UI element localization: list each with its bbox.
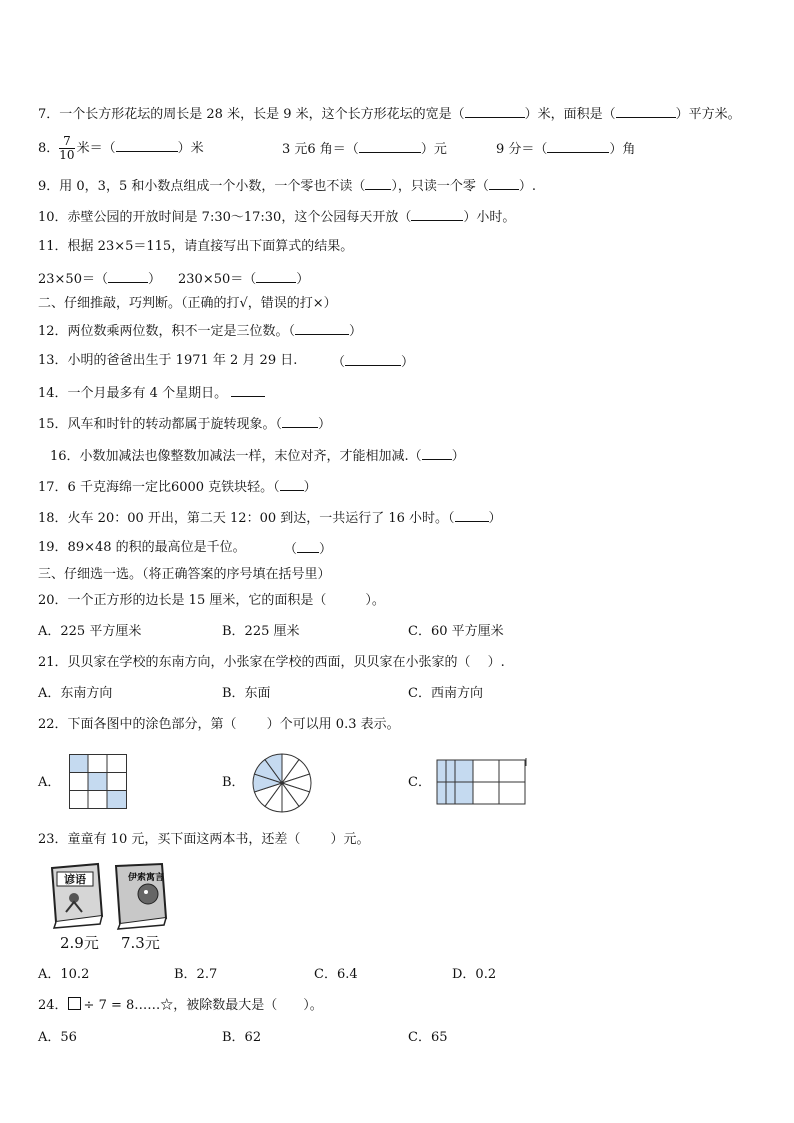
option-b[interactable]: B．62 — [222, 1030, 262, 1045]
calc-b-text: 230×50＝（ — [178, 272, 257, 287]
answer-blank[interactable] — [465, 104, 525, 118]
question-7-text-a: 7．一个长方形花坛的周长是 28 米，长是 9 米，这个长方形花坛的宽是（ — [38, 107, 465, 122]
question-8-text-c2: ）角 — [609, 142, 636, 157]
answer-blank[interactable] — [295, 321, 349, 335]
answer-blank[interactable] — [411, 207, 463, 221]
question-9-text-c: ）. — [518, 179, 537, 194]
answer-blank[interactable] — [616, 104, 676, 118]
book-1-price: 2.9元 — [60, 934, 99, 952]
question-19-text: 19．89×48 的积的最高位是千位。 — [38, 540, 246, 555]
option-a[interactable]: A．东南方向 — [38, 686, 113, 701]
paren-close: ） — [319, 542, 333, 557]
question-8-text-a2: ）米 — [177, 141, 204, 156]
question-10 — [38, 207, 515, 227]
answer-blank[interactable] — [108, 269, 148, 283]
option-b[interactable]: B． — [222, 775, 245, 790]
answer-blank[interactable] — [256, 269, 296, 283]
shaded-cell — [88, 772, 107, 790]
book-2-title: 伊索寓言 — [128, 873, 165, 883]
option-a[interactable]: A．10.2 — [38, 967, 90, 982]
question-16 — [50, 446, 465, 466]
question-20: 20．一个正方形的边长是 15 厘米，它的面积是（ ）。 — [38, 593, 385, 608]
question-12-text: 12．两位数乘两位数，积不一定是三位数。（ — [38, 324, 296, 339]
answer-blank[interactable] — [116, 138, 178, 152]
option-a[interactable]: A． — [38, 775, 61, 790]
answer-blank[interactable] — [489, 176, 519, 190]
proverbs-book-image — [48, 862, 106, 932]
question-7-text-b: ）米，面积是（ — [524, 107, 616, 122]
option-c[interactable]: C． — [408, 775, 431, 790]
option-b[interactable]: B．东面 — [222, 686, 271, 701]
question-8-part-b — [282, 139, 447, 159]
answer-blank[interactable] — [282, 414, 318, 428]
question-7-text-c: ）平方米。 — [675, 107, 741, 122]
question-13-text: 13．小明的爸爸出生于 1971 年 2 月 29 日. — [38, 353, 298, 368]
answer-blank[interactable] — [345, 352, 401, 366]
shaded-cell — [69, 754, 88, 772]
option-d[interactable]: D．0.2 — [452, 967, 497, 982]
option-a[interactable]: A．225 平方厘米 — [38, 624, 142, 639]
option-b[interactable]: B．2.7 — [174, 967, 218, 982]
question-10-text-a: 10．赤壁公园的开放时间是 7:30～17:30，这个公园每天开放（ — [38, 210, 412, 225]
answer-blank[interactable] — [280, 477, 304, 491]
option-b[interactable]: B．225 厘米 — [222, 624, 300, 639]
calc-b-close: ） — [296, 272, 310, 287]
question-15-text: 15．风车和时针的转动都属于旋转现象。（ — [38, 417, 283, 432]
option-a[interactable]: A．56 — [38, 1030, 77, 1045]
question-11-calc-a — [38, 269, 161, 289]
answer-blank[interactable] — [547, 139, 609, 153]
question-21: 21．贝贝家在学校的东南方向，小张家在学校的西面，贝贝家在小张家的（ ）. — [38, 655, 505, 670]
question-14 — [38, 383, 265, 403]
question-24 — [38, 997, 323, 1015]
question-22: 22．下面各图中的涂色部分，第（ ）个可以用 0.3 表示。 — [38, 717, 400, 732]
question-8-number: 8． — [38, 141, 60, 156]
question-8-text-a1: 米＝（ — [76, 141, 116, 156]
question-8-text-b1: 3 元6 角＝（ — [282, 142, 359, 157]
question-18-text: 18．火车 20：00 开出，第二天 12：00 到达，一共运行了 16 小时。（ — [38, 511, 455, 526]
option-c[interactable]: C．西南方向 — [408, 686, 483, 701]
calc-a-close: ） — [147, 272, 161, 287]
question-8-part-c — [496, 139, 635, 159]
figure-a-grid — [69, 754, 127, 810]
question-21-options — [38, 685, 738, 703]
question-17-text: 17．6 千克海绵一定比6000 克铁块轻。（ — [38, 480, 280, 495]
option-c[interactable]: C．60 平方厘米 — [408, 624, 504, 639]
question-20-options — [38, 623, 738, 641]
book-1-title: 谚语 — [64, 873, 86, 886]
question-23-options — [38, 966, 738, 984]
question-11: 11．根据 23×5＝115，请直接写出下面算式的结果。 — [38, 239, 354, 254]
question-7 — [38, 104, 741, 124]
question-13-answer — [332, 352, 414, 372]
figure-b-circle — [249, 752, 315, 814]
option-c[interactable]: C．6.4 — [314, 967, 358, 982]
paren-open: （ — [284, 542, 298, 557]
answer-blank[interactable] — [455, 508, 489, 522]
fraction-denominator: 10 — [59, 148, 75, 162]
paren-open: （ — [332, 355, 346, 370]
question-19-answer — [284, 539, 332, 559]
figure-c-rectangle — [436, 758, 528, 808]
question-24-options — [38, 1029, 738, 1047]
question-17-close: ） — [303, 480, 317, 495]
question-14-text: 14．一个月最多有 4 个星期日。 — [38, 386, 228, 401]
question-24-text: ÷ 7 = 8……☆，被除数最大是（ ）。 — [83, 998, 323, 1013]
fraction — [59, 135, 74, 162]
section-2-heading: 二、仔细推敲，巧判断。（正确的打√，错误的打×） — [38, 296, 337, 311]
question-12 — [38, 321, 362, 341]
answer-blank[interactable] — [422, 446, 452, 460]
option-c[interactable]: C．65 — [408, 1030, 448, 1045]
answer-blank[interactable] — [231, 383, 265, 397]
paren-close: ） — [401, 355, 415, 370]
book-2-price: 7.3元 — [121, 934, 160, 952]
question-15-close: ） — [318, 417, 332, 432]
question-24-number: 24． — [38, 998, 68, 1013]
question-10-text-b: ）小时。 — [463, 210, 516, 225]
aesop-fables-book-image — [110, 862, 172, 932]
calc-a-text: 23×50＝（ — [38, 272, 108, 287]
question-17 — [38, 477, 317, 497]
question-16-text: 16．小数加减法也像整数加减法一样，末位对齐，才能相加减.（ — [50, 449, 422, 464]
question-9 — [38, 176, 536, 196]
question-12-close: ） — [349, 324, 363, 339]
box-placeholder — [68, 997, 81, 1010]
question-13 — [38, 352, 297, 370]
answer-blank[interactable] — [297, 539, 319, 553]
question-8-text-c1: 9 分＝（ — [496, 142, 548, 157]
question-18-close: ） — [488, 511, 502, 526]
answer-blank[interactable] — [359, 139, 421, 153]
question-8 — [38, 132, 204, 166]
question-9-text-a: 9．用 0，3，5 和小数点组成一个小数，一个零也不读（ — [38, 179, 366, 194]
question-8-text-b2: ）元 — [420, 142, 447, 157]
section-3-heading: 三、仔细选一选。（将正确答案的序号填在括号里） — [38, 567, 331, 582]
question-11-calc-b — [178, 269, 309, 289]
question-19 — [38, 539, 246, 557]
question-18 — [38, 508, 502, 528]
fraction-numerator: 7 — [59, 135, 74, 149]
answer-blank[interactable] — [365, 176, 391, 190]
question-15 — [38, 414, 331, 434]
question-22-options — [38, 774, 738, 792]
question-16-close: ） — [451, 449, 465, 464]
question-9-text-b: ），只读一个零（ — [391, 179, 489, 194]
shaded-cell — [107, 790, 126, 808]
question-23: 23．童童有 10 元，买下面这两本书，还差（ ）元。 — [38, 832, 370, 847]
